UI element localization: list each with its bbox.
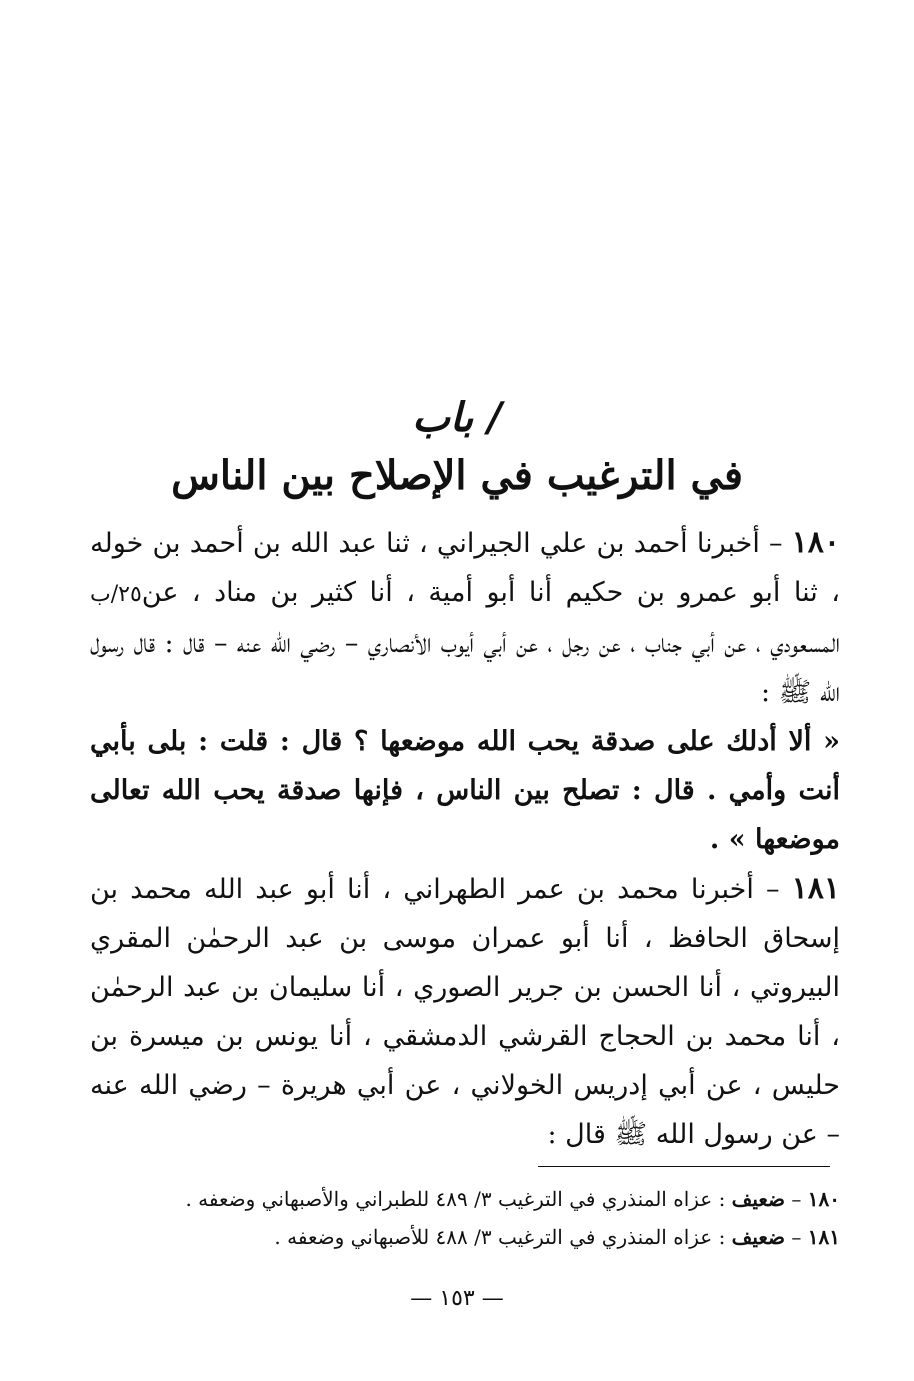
footnote-text: : عزاه المنذري في الترغيب ٣/ ٤٨٩ للطبراني والأصبهاني وضعفه . (185, 1187, 732, 1211)
footnote-divider (538, 1166, 830, 1167)
footnote-number: ١٨١ (807, 1225, 840, 1249)
hadith-number: ١٨٠ (791, 525, 840, 560)
hadith-entry-180 (90, 518, 840, 717)
footnote-181: ١٨١ – ضعيف : عزاه المنذري في الترغيب ٣/ ٤٨٨ للأصبهاني وضعفه . (274, 1225, 840, 1249)
footnote-text: : عزاه المنذري في الترغيب ٣/ ٤٨٨ للأصبهاني وضعفه . (274, 1225, 732, 1249)
folio-marker: ٢٥/ب (90, 582, 142, 607)
isnad-continuation: المسعودي ، عن أبي جناب ، عن رجل ، عن أبي أيوب الأنصاري – رضي الله عنه – قال : قال رسول الله ﷺ : (90, 628, 840, 708)
dash: – (753, 874, 792, 905)
main-text (90, 518, 840, 1159)
isnad-text: أخبرنا محمد بن عمر الطهراني ، أنا أبو عبد الله محمد بن إسحاق الحافظ ، أنا أبو عمران موسى بن عبد الرحمٰن المقري البيروتي ، أنا الحسن بن جرير الصوري ، أنا سليمان بن عبد الرحمٰن ، أنا محمد بن الحجاج القرشي الدمشقي ، أنا يونس بن ميسرة بن حليس ، عن أبي إدريس الخولاني ، عن أبي هريرة – رضي الله عنه – عن رسول الله ﷺ قال : (90, 874, 840, 1150)
page-number: — ١٥٣ — (410, 1286, 504, 1311)
hadith-entry-181 (90, 864, 840, 1159)
footnote-180: ١٨٠ – ضعيف : عزاه المنذري في الترغيب ٣/ ٤٨٩ للطبراني والأصبهاني وضعفه . (185, 1187, 840, 1211)
chapter-label: باب / (412, 394, 502, 441)
footnote-grade: ضعيف (731, 1187, 786, 1211)
footnote-number: ١٨٠ (807, 1187, 840, 1211)
chapter-title: في الترغيب في الإصلاح بين الناس (171, 452, 743, 499)
dash: – (759, 528, 792, 559)
hadith-number: ١٨١ (791, 871, 841, 906)
hadith-matn-180: « ألا أدلك على صدقة يحب الله موضعها ؟ قال : قلت : بلى بأبي أنت وأمي . قال : تصلح بين الناس ، فإنها صدقة يحب الله تعالى موضعها » . (90, 726, 840, 855)
footnotes (90, 1180, 840, 1256)
isnad-text: أخبرنا أحمد بن علي الجيراني ، ثنا عبد الله بن أحمد بن خوله ، ثنا أبو عمرو بن حكيم أنا أبو أمية ، أنا كثير بن مناد ، عن (90, 528, 840, 608)
footnote-grade: ضعيف (731, 1225, 786, 1249)
